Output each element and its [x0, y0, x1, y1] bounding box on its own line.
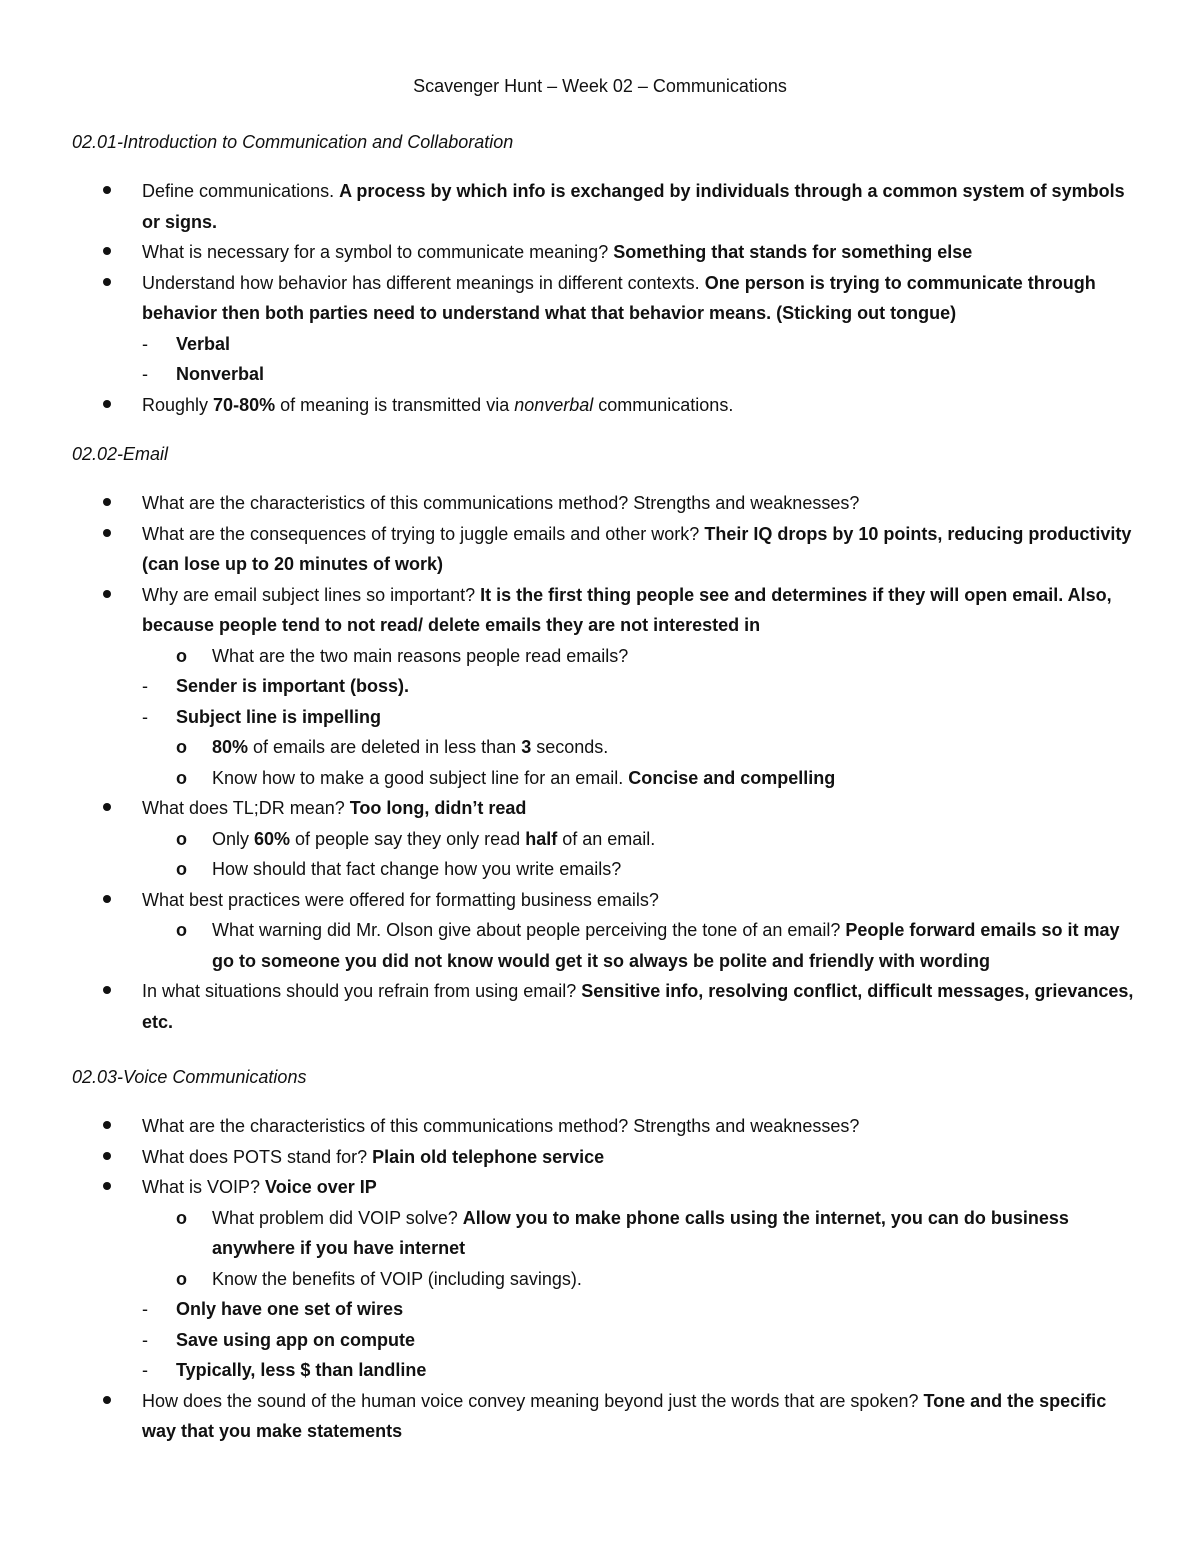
answer-text: Nonverbal	[176, 364, 265, 384]
list-item	[72, 1142, 1142, 1173]
bullet-dot-icon	[103, 1172, 111, 1203]
list-item	[72, 763, 1142, 794]
list-item	[72, 1203, 1142, 1264]
question-text: Roughly	[142, 394, 214, 415]
question-text: What are the two main reasons people read emails?	[212, 645, 629, 666]
answer-text: A process by which info is exchanged by individuals through a common system of symbols or signs.	[142, 181, 1125, 232]
answer-text: Their IQ drops by 10 points, reducing productivity (can lose up to 20 minutes of work)	[142, 523, 1132, 574]
question-text: What are the characteristics of this communications method? Strengths and weaknesses?	[142, 1116, 860, 1136]
list-item	[72, 268, 1142, 329]
question-text: How does the sound of the human voice convey meaning beyond just the words that are spoken?	[142, 1390, 924, 1411]
list-item	[72, 793, 1142, 824]
list-item	[72, 854, 1142, 885]
section-list-0202	[72, 488, 1142, 1037]
dash-marker-icon: -	[142, 333, 148, 354]
question-text: seconds.	[531, 737, 609, 757]
bullet-circle-icon: o	[176, 737, 187, 757]
bullet-dot-icon	[103, 176, 111, 207]
question-text: Why are email subject lines so important?	[142, 584, 481, 605]
answer-text: Too long, didn’t read	[349, 798, 527, 818]
bullet-dot-icon	[103, 237, 111, 268]
answer-text: People forward emails so it may go to someone you did not know would get it so always be polite and friendly with wording	[212, 920, 1120, 971]
bullet-dot-icon	[103, 793, 111, 824]
list-item	[72, 176, 1142, 237]
question-text: of an email.	[557, 828, 656, 849]
dash-marker-icon: -	[142, 1360, 148, 1380]
section-list-0203	[72, 1111, 1142, 1447]
dash-marker-icon: -	[142, 706, 148, 727]
dash-marker-icon: -	[142, 364, 148, 384]
question-text: Know the benefits of VOIP (including savings).	[212, 1268, 582, 1289]
answer-text: 60%	[254, 828, 291, 849]
bullet-dot-icon	[103, 580, 111, 611]
list-item	[72, 641, 1142, 672]
bullet-circle-icon: o	[176, 767, 187, 788]
question-text: Only	[212, 828, 255, 849]
question-text: Know how to make a good subject line for an email.	[212, 767, 629, 788]
list-item	[72, 885, 1142, 916]
dash-marker-icon: -	[142, 676, 148, 696]
answer-text: Typically, less $ than landline	[176, 1360, 427, 1380]
answer-text: Only have one set of wires	[176, 1299, 404, 1319]
answer-text: Plain old telephone service	[372, 1146, 605, 1167]
section-heading-0202: 02.02-Email	[72, 444, 169, 464]
bullet-circle-icon: o	[176, 1268, 187, 1289]
question-text: of emails are deleted in less than	[248, 737, 522, 757]
bullet-circle-icon: o	[176, 1207, 187, 1228]
bullet-dot-icon	[103, 1142, 111, 1173]
bullet-dot-icon	[103, 976, 111, 1007]
answer-text: Allow you to make phone calls using the internet, you can do business anywhere if you have internet	[212, 1207, 1069, 1258]
list-item	[72, 976, 1142, 1037]
answer-text: Something that stands for something else	[613, 242, 973, 262]
question-text: How should that fact change how you write emails?	[212, 859, 622, 879]
answer-text: Sender is important (boss).	[176, 676, 410, 696]
list-item	[72, 915, 1142, 976]
answer-text: One person is trying to communicate through behavior then both parties need to understand what that behavior means. (Sticking out tongue)	[142, 272, 1096, 323]
list-item	[72, 1325, 1142, 1356]
section-list-0201	[72, 176, 1142, 420]
dash-marker-icon: -	[142, 1329, 148, 1350]
question-text: What does TL;DR mean?	[142, 798, 350, 818]
section-heading-0201: 02.01-Introduction to Communication and Collaboration	[72, 132, 514, 152]
document-title: Scavenger Hunt – Week 02 – Communications	[413, 76, 787, 96]
question-text: What is VOIP?	[142, 1177, 266, 1197]
list-item	[72, 488, 1142, 519]
answer-text: Concise and compelling	[628, 767, 836, 788]
list-item	[72, 237, 1142, 268]
bullet-dot-icon	[103, 1111, 111, 1142]
question-text: Understand how behavior has different meanings in different contexts.	[142, 272, 705, 293]
question-text: nonverbal	[514, 394, 594, 415]
answer-text: Tone and the specific way that you make statements	[142, 1390, 1107, 1441]
list-item	[72, 732, 1142, 763]
list-item	[72, 329, 1142, 360]
question-text: What does POTS stand for?	[142, 1146, 373, 1167]
answer-text: It is the first thing people see and determines if they will open email. Also, because people tend to not read/ delete emails they are not interested in	[142, 584, 1112, 635]
question-text: What is necessary for a symbol to communicate meaning?	[142, 242, 614, 262]
question-text: What warning did Mr. Olson give about people perceiving the tone of an email?	[212, 920, 846, 940]
bullet-dot-icon	[103, 488, 111, 519]
list-item	[72, 824, 1142, 855]
list-item	[72, 519, 1142, 580]
section-heading-0203: 02.03-Voice Communications	[72, 1067, 307, 1087]
dash-marker-icon: -	[142, 1299, 148, 1319]
list-item	[72, 1172, 1142, 1203]
bullet-circle-icon: o	[176, 828, 187, 849]
list-item	[72, 1294, 1142, 1325]
question-text: of meaning is transmitted via	[275, 394, 515, 415]
list-item	[72, 1264, 1142, 1295]
answer-text: Verbal	[176, 333, 231, 354]
list-item	[72, 1111, 1142, 1142]
bullet-circle-icon: o	[176, 859, 187, 879]
list-item	[72, 1386, 1142, 1447]
list-item	[72, 580, 1142, 641]
answer-text: half	[525, 828, 558, 849]
question-text: What best practices were offered for formatting business emails?	[142, 889, 659, 910]
list-item	[72, 1355, 1142, 1386]
list-item	[72, 702, 1142, 733]
answer-text: 70-80%	[213, 394, 276, 415]
bullet-circle-icon: o	[176, 645, 187, 666]
answer-text: 80%	[212, 737, 249, 757]
question-text: communications.	[593, 394, 734, 415]
bullet-dot-icon	[103, 268, 111, 299]
question-text: In what situations should you refrain from using email?	[142, 981, 582, 1001]
list-item	[72, 671, 1142, 702]
bullet-dot-icon	[103, 519, 111, 550]
answer-text: Sensitive info, resolving conflict, difficult messages, grievances, etc.	[142, 981, 1134, 1032]
list-item	[72, 359, 1142, 390]
bullet-dot-icon	[103, 1386, 111, 1417]
question-text: What are the consequences of trying to juggle emails and other work?	[142, 523, 705, 544]
question-text: What problem did VOIP solve?	[212, 1207, 463, 1228]
answer-text: Subject line is impelling	[176, 706, 382, 727]
answer-text: 3	[521, 737, 532, 757]
answer-text: Save using app on compute	[176, 1329, 416, 1350]
question-text: Define communications.	[142, 181, 340, 201]
answer-text: Voice over IP	[265, 1177, 377, 1197]
list-item	[72, 390, 1142, 421]
question-text: of people say they only read	[290, 828, 526, 849]
bullet-dot-icon	[103, 390, 111, 421]
bullet-circle-icon: o	[176, 920, 187, 940]
bullet-dot-icon	[103, 885, 111, 916]
question-text: What are the characteristics of this communications method? Strengths and weaknesses?	[142, 493, 860, 513]
